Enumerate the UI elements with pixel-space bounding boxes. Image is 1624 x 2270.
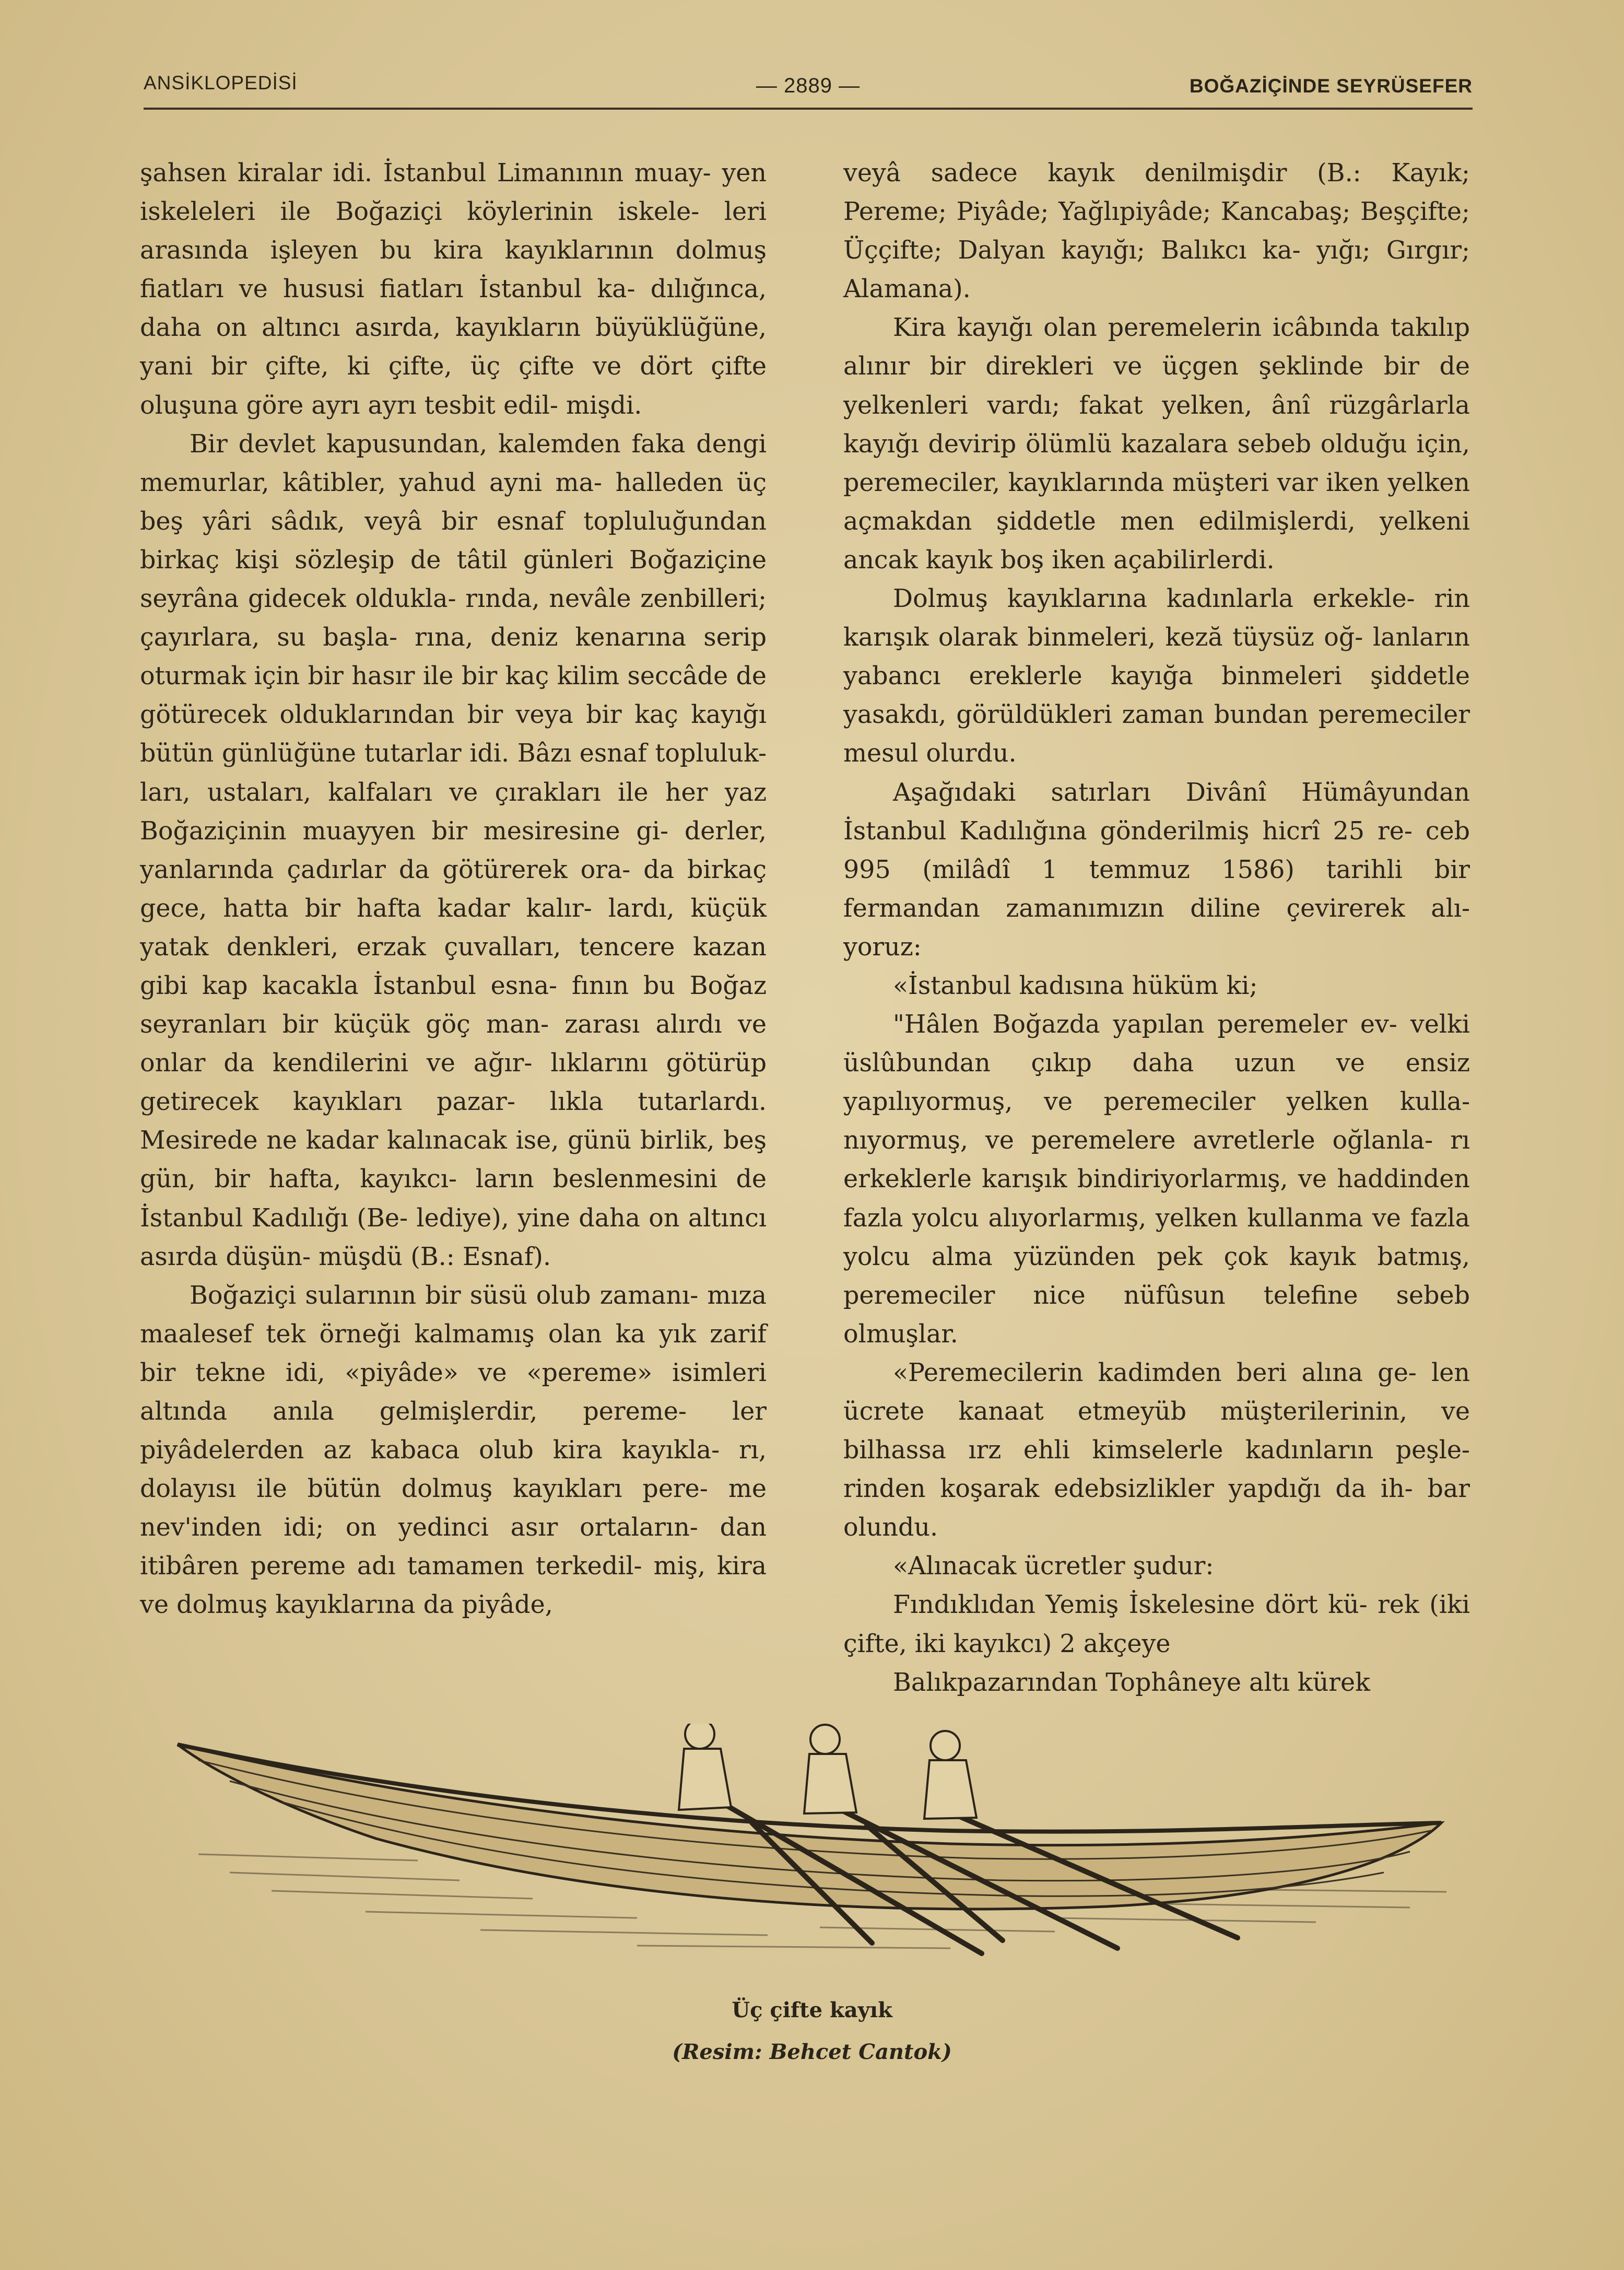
paragraph: Aşağıdaki satırları Divânî Hümâyundan İstanbul Kadılığına gönderilmiş hicrî 25 re- ceb 995 (milâdî 1 temmuz 1586) tarihli bir fermandan zamanımızın diline çevirerek alı- yoruz: bbox=[843, 778, 1470, 962]
boat-illustration bbox=[167, 1724, 1457, 1959]
header-rule bbox=[144, 108, 1473, 110]
running-header bbox=[144, 67, 1473, 109]
paragraph: Bir devlet kapusundan, kalemden faka dengi memurlar, kâtibler, yahud ayni ma- halleden üç beş yâri sâdık, veyâ bir esnaf topluluğundan birkaç kişi sözleşip de tâtil günleri Boğaziçine seyrâna gidecek oldukla- rında, nevâle zenbilleri; çayırlara, su başla- rına, deniz kenarına serip oturmak için bir hasır ile bir kaç kilim seccâde de götürecek olduklarından bir veya bir kaç kayığı bütün günlüğüne tutarlar idi. Bâzı esnaf topluluk- ları, ustaları, kalfaları ve çırakları ile her yaz Boğaziçinin muayyen bir mesiresine gi- derler, yanlarında çadırlar da götürerek ora- da birkaç gece, hatta bir hafta kadar kalır- lardı, küçük yatak denkleri, erzak çuvalları, tencere kazan gibi kap kacakla İstanbul esna- fının bu Boğaz seyranları bir küçük göç man- zarası alırdı ve onlar da kendilerini ve ağır- lıklarını götürüp getirecek kayıkları pazar- lıkla tutarlardı. Mesirede ne kadar kalınacak ise, günü birlik, beş gün, bir hafta, kayıkcı- ların beslenmesini de İstanbul Kadılığı (Be- lediye), yine daha on altıncı asırda düşün- müşdü (B.: Esnaf). bbox=[140, 429, 767, 1271]
paragraph: Dolmuş kayıklarına kadınlarla erkekle- rin karışık olarak binmeleri, keză tüysüz oğ- lanların yabancı ereklerle kayığa binmeleri şiddetle yasakdı, görüldükleri zaman bundan peremeciler mesul olurdu. bbox=[843, 584, 1470, 768]
figure-caption: Üç çifte kayık bbox=[732, 1998, 892, 2022]
paragraph: Boğaziçi sularının bir süsü olub zamanı- mıza maalesef tek örneği kalmamış olan ka yık zarif bir tekne idi, «piyâde» ve «pereme» isimleri altında anıla gelmişlerdir, pereme- ler piyâdelerden az kabaca olub kira kayıkla- rı, dolayısı ile bütün dolmuş kayıkları pere- me nev'inden idi; on yedinci asır ortaların- dan itibâren pereme adı tamamen terkedil- miş, kira ve dolmuş kayıklarına da piyâde, bbox=[140, 1281, 767, 1620]
header-left-title: ANSİKLOPEDİSİ bbox=[144, 72, 298, 93]
paragraph: şahsen kiralar idi. İstanbul Limanının muay- yen iskeleleri ile Boğaziçi köylerinin iskele- leri arasında işleyen bu kira kayıklarının dolmuş fiatları ve hususi fiatları İstanbul ka- dılığınca, daha on altıncı asırda, kayıkların büyüklüğüne, yani bir çifte, ki çifte, üç çifte ve dört çifte oluşuna göre ayrı ayrı tesbit edil- mişdi. bbox=[140, 159, 767, 420]
right-column bbox=[843, 154, 1470, 1702]
paragraph: «İstanbul kadısına hüküm ki; bbox=[893, 971, 1258, 1000]
paragraph: "Hâlen Boğazda yapılan peremeler ev- velki üslûbundan çıkıp daha uzun ve ensiz yapılıyormuş, ve peremeciler yelken kulla- nıyormuş, ve peremelere avretlerle oğlanla- rı erkeklerle karışık bindiriyorlarmış, ve haddinden fazla yolcu alıyorlarmış, yelken kullanma ve fazla yolcu alma yüzünden pek çok kayık batmış, peremeciler nice nüfûsun telefine sebeb olmuşlar. bbox=[843, 1010, 1470, 1349]
paragraph: Fındıklıdan Yemiş İskelesine dört kü- rek (iki çifte, iki kayıkcı) 2 akçeye bbox=[843, 1590, 1470, 1658]
paragraph: Balıkpazarından Tophâneye altı kürek bbox=[893, 1668, 1370, 1697]
header-right-title: BOĞAZİÇİNDE SEYRÜSEFER bbox=[1189, 75, 1473, 97]
page-number: — 2889 — bbox=[756, 74, 861, 97]
left-column bbox=[140, 154, 767, 1625]
paragraph: veyâ sadece kayık denilmişdir (B.: Kayık; Pereme; Piyâde; Yağlıpiyâde; Kancabaş; Beşçifte; Üççifte; Dalyan kayığı; Balıkcı ka- yığı; Gırgır; Alamana). bbox=[843, 159, 1470, 304]
figure-credit: (Resim: Behcet Cantok) bbox=[672, 2040, 952, 2064]
paragraph: «Alınacak ücretler şudur: bbox=[893, 1552, 1214, 1581]
paragraph: Kira kayığı olan peremelerin icâbında takılıp alınır bir direkleri ve üçgen şeklinde bir de yelkenleri vardı; fakat yelken, ânî rüzgârlarla kayığı devirip ölümlü kazalara sebeb olduğu için, peremeciler, kayıklarında müşteri var iken yelken açmakdan şiddetle men edilmişlerdi, yelkeni ancak kayık boş iken açabilirlerdi. bbox=[843, 313, 1470, 575]
rowers bbox=[679, 1724, 976, 1819]
paragraph: «Peremecilerin kadimden beri alına ge- len ücrete kanaat etmeyüb müşterilerinin, ve bilhassa ırz ehli kimselerle kadınların peşle- rinden koşarak edebsizlikler yapdığı da ih- bar olundu. bbox=[843, 1358, 1470, 1542]
